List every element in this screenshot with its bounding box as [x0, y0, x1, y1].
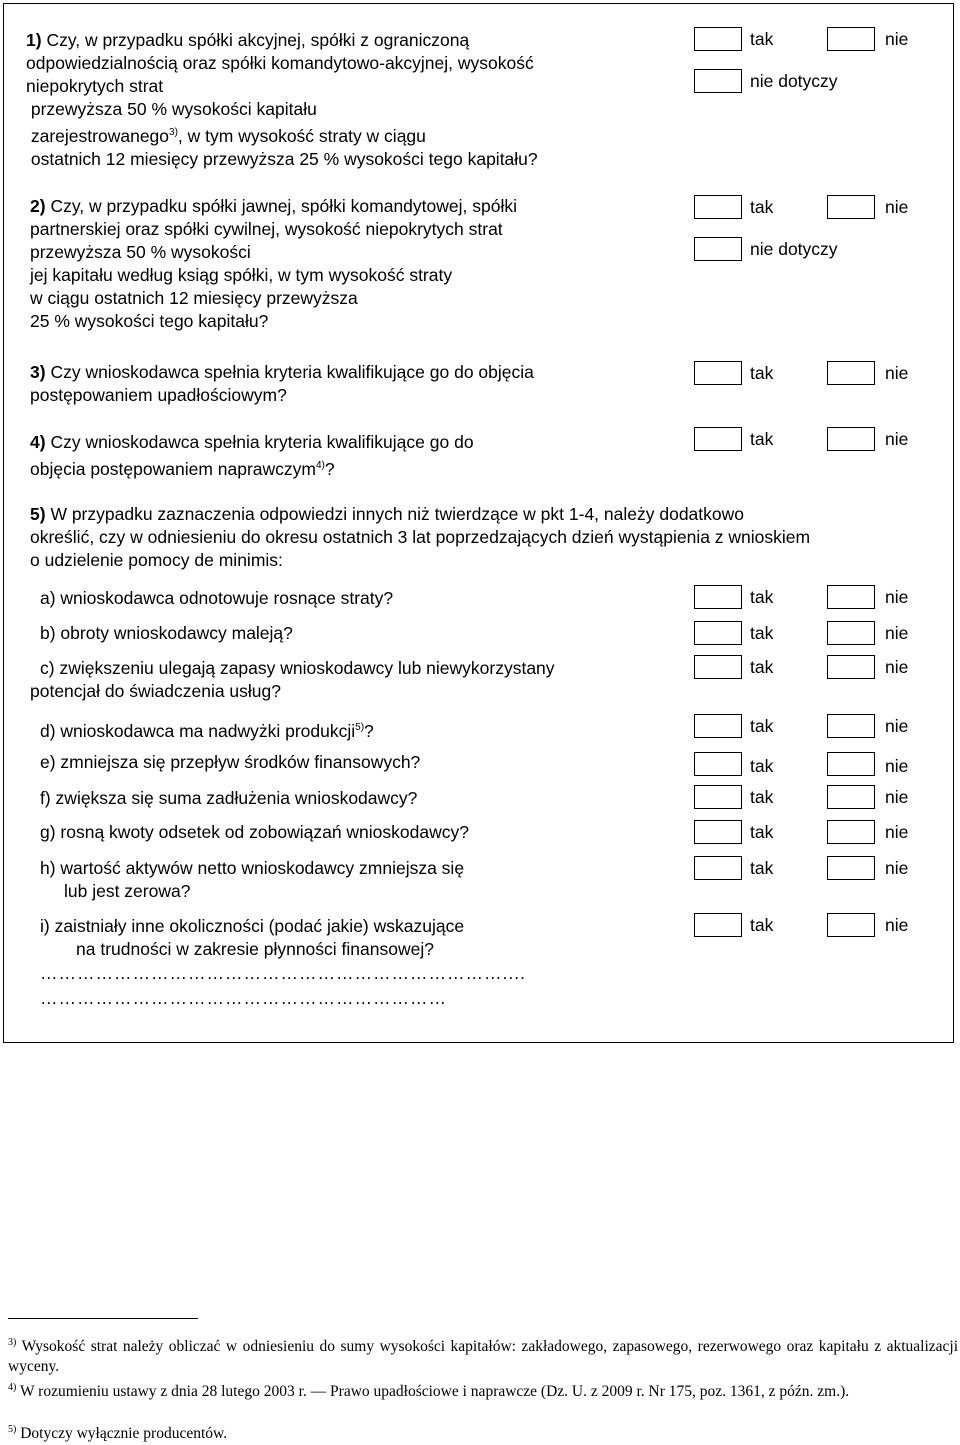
subquestion-e: e) zmniejsza się przepływ środków finansowych?: [40, 752, 421, 772]
label-yes: tak: [750, 716, 774, 736]
footnote-text: W rozumieniu ustawy z dnia 28 lutego 2003 r. ― Prawo upadłościowe i naprawcze (Dz. U. z 2009 r. Nr 175, poz. 1361, z późn. zm.).: [19, 1383, 850, 1401]
label-no: nie: [885, 716, 909, 736]
checkbox-q2-no[interactable]: [827, 195, 875, 219]
question-text: Czy wnioskodawca spełnia kryteria kwalifikujące go do: [50, 432, 474, 452]
checkbox-q1-yes[interactable]: [694, 27, 742, 51]
question-text: jej kapitału według ksiąg spółki, w tym wysokość straty: [30, 265, 453, 285]
question-text: określić, czy w odniesieniu do okresu ostatnich 3 lat poprzedzających dzień wystąpienia z wnioskiem: [30, 527, 811, 547]
subquestion-c-cont: potencjał do świadczenia usług?: [30, 681, 281, 701]
checkbox-a-no[interactable]: [827, 585, 875, 609]
question-4: [30, 431, 474, 481]
label-yes: tak: [750, 756, 774, 776]
checkbox-q2-yes[interactable]: [694, 195, 742, 219]
question-text: zarejestrowanego: [30, 125, 170, 146]
footnote-5: [8, 1420, 958, 1444]
question-number: 3): [30, 362, 46, 382]
question-text: ostatnich 12 miesięcy przewyższa 25 % wysokości tego kapitału?: [30, 148, 538, 169]
question-text: niepokrytych strat: [26, 76, 164, 96]
label-no: nie: [885, 29, 909, 49]
question-number: 5): [30, 504, 46, 524]
answer-line-1[interactable]: …………………………………………………………………....: [40, 963, 526, 983]
checkbox-q1-no[interactable]: [827, 27, 875, 51]
checkbox-d-no[interactable]: [827, 714, 875, 738]
label-no: nie: [885, 587, 909, 607]
footnote-text: Wysokość strat należy obliczać w odniesieniu do sumy wysokości kapitałów: zakładowego, zapasowego, rezerwowego oraz kapitału z aktualizacji wyceny.: [8, 1338, 958, 1376]
question-text: w ciągu ostatnich 12 miesięcy przewyższa: [30, 288, 358, 308]
subquestion-a: a) wnioskodawca odnotowuje rosnące straty?: [40, 588, 394, 608]
question-text: ?: [364, 720, 374, 741]
label-no: nie: [885, 756, 909, 776]
footnote-ref: 4): [8, 1382, 17, 1393]
checkbox-q1-na[interactable]: [694, 69, 742, 93]
checkbox-i-yes[interactable]: [694, 913, 742, 937]
question-text: partnerskiej oraz spółki cywilnej, wysokość niepokrytych strat: [30, 219, 503, 239]
checkbox-q3-yes[interactable]: [694, 361, 742, 385]
checkbox-f-no[interactable]: [827, 785, 875, 809]
question-3: [30, 361, 534, 407]
label-yes: tak: [750, 587, 774, 607]
label-no: nie: [885, 822, 909, 842]
checkbox-i-no[interactable]: [827, 913, 875, 937]
checkbox-c-yes[interactable]: [694, 655, 742, 679]
answer-line-2[interactable]: …………………………………………………………: [40, 988, 447, 1008]
label-yes: tak: [750, 858, 774, 878]
checkbox-d-yes[interactable]: [694, 714, 742, 738]
footnote-ref: 4): [315, 460, 325, 471]
footnote-ref: 5): [8, 1424, 17, 1435]
checkbox-e-yes[interactable]: [694, 752, 742, 776]
checkbox-b-yes[interactable]: [694, 621, 742, 645]
subquestion-i-cont: na trudności w zakresie płynności finansowej?: [76, 939, 434, 959]
question-text: W przypadku zaznaczenia odpowiedzi innych niż twierdzące w pkt 1-4, należy dodatkowo: [50, 504, 744, 524]
question-text: Czy, w przypadku spółki jawnej, spółki komandytowej, spółki: [50, 196, 517, 216]
checkbox-a-yes[interactable]: [694, 585, 742, 609]
label-no: nie: [885, 657, 909, 677]
checkbox-c-no[interactable]: [827, 655, 875, 679]
footnote-ref: 3): [8, 1337, 17, 1348]
footnote-3: [8, 1333, 958, 1377]
question-text: przewyższa 50 % wysokości kapitału: [30, 99, 317, 119]
label-yes: tak: [750, 657, 774, 677]
footnote-ref: 5): [355, 722, 365, 733]
question-text: 25 % wysokości tego kapitału?: [30, 311, 269, 331]
question-number: 2): [30, 196, 46, 216]
question-text: Czy, w przypadku spółki akcyjnej, spółki z ograniczoną: [46, 30, 470, 50]
subquestion-h-cont: lub jest zerowa?: [64, 881, 191, 901]
label-no: nie: [885, 787, 909, 807]
subquestion-c: c) zwiększeniu ulegają zapasy wnioskodawcy lub niewykorzystany: [40, 658, 555, 678]
question-text: , w tym wysokość straty w ciągu: [177, 125, 426, 146]
checkbox-q3-no[interactable]: [827, 361, 875, 385]
checkbox-h-yes[interactable]: [694, 856, 742, 880]
subquestion-g: g) rosną kwoty odsetek od zobowiązań wnioskodawcy?: [40, 822, 469, 842]
label-yes: tak: [750, 915, 774, 935]
label-yes: tak: [750, 623, 774, 643]
subquestion-b: b) obroty wnioskodawcy maleją?: [40, 623, 293, 643]
label-yes: tak: [750, 29, 774, 49]
question-text: d) wnioskodawca ma nadwyżki produkcji: [40, 720, 356, 741]
checkbox-q4-yes[interactable]: [694, 427, 742, 451]
checkbox-g-no[interactable]: [827, 820, 875, 844]
label-no: nie: [885, 197, 909, 217]
checkbox-q4-no[interactable]: [827, 427, 875, 451]
checkbox-h-no[interactable]: [827, 856, 875, 880]
question-1: [26, 29, 538, 171]
subquestion-f: f) zwiększa się suma zadłużenia wnioskodawcy?: [40, 788, 418, 808]
subquestion-h: h) wartość aktywów netto wnioskodawcy zmniejsza się: [40, 858, 465, 878]
question-number: 1): [26, 30, 42, 50]
question-number: 4): [30, 432, 46, 452]
question-text: przewyższa 50 % wysokości: [30, 242, 251, 262]
checkbox-q2-na[interactable]: [694, 237, 742, 261]
checkbox-f-yes[interactable]: [694, 785, 742, 809]
question-text: odpowiedzialnością oraz spółki komandytowo-akcyjnej, wysokość: [26, 53, 534, 73]
checkbox-g-yes[interactable]: [694, 820, 742, 844]
label-no: nie: [885, 429, 909, 449]
footnote-4: [8, 1378, 958, 1402]
label-yes: tak: [750, 197, 774, 217]
label-no: nie: [885, 915, 909, 935]
label-na: nie dotyczy: [750, 239, 838, 259]
checkbox-e-no[interactable]: [827, 752, 875, 776]
label-yes: tak: [750, 363, 774, 383]
question-5: [30, 503, 810, 572]
question-2: [30, 195, 517, 333]
footnote-separator: [8, 1318, 198, 1319]
label-yes: tak: [750, 822, 774, 842]
label-no: nie: [885, 363, 909, 383]
checkbox-b-no[interactable]: [827, 621, 875, 645]
question-text: o udzielenie pomocy de minimis:: [30, 550, 283, 570]
label-no: nie: [885, 858, 909, 878]
question-text: ?: [324, 458, 335, 479]
question-text: postępowaniem upadłościowym?: [30, 385, 287, 405]
question-text: objęcia postępowaniem naprawczym: [30, 458, 316, 479]
subquestion-i: i) zaistniały inne okoliczności (podać jakie) wskazujące: [40, 916, 465, 936]
subquestion-d: [40, 716, 374, 743]
label-yes: tak: [750, 787, 774, 807]
label-yes: tak: [750, 429, 774, 449]
label-no: nie: [885, 623, 909, 643]
label-na: nie dotyczy: [750, 71, 838, 91]
footnote-text: Dotyczy wyłącznie producentów.: [20, 1425, 228, 1443]
footnote-ref: 3): [169, 127, 178, 138]
question-text: Czy wnioskodawca spełnia kryteria kwalifikujące go do objęcia: [50, 362, 534, 382]
